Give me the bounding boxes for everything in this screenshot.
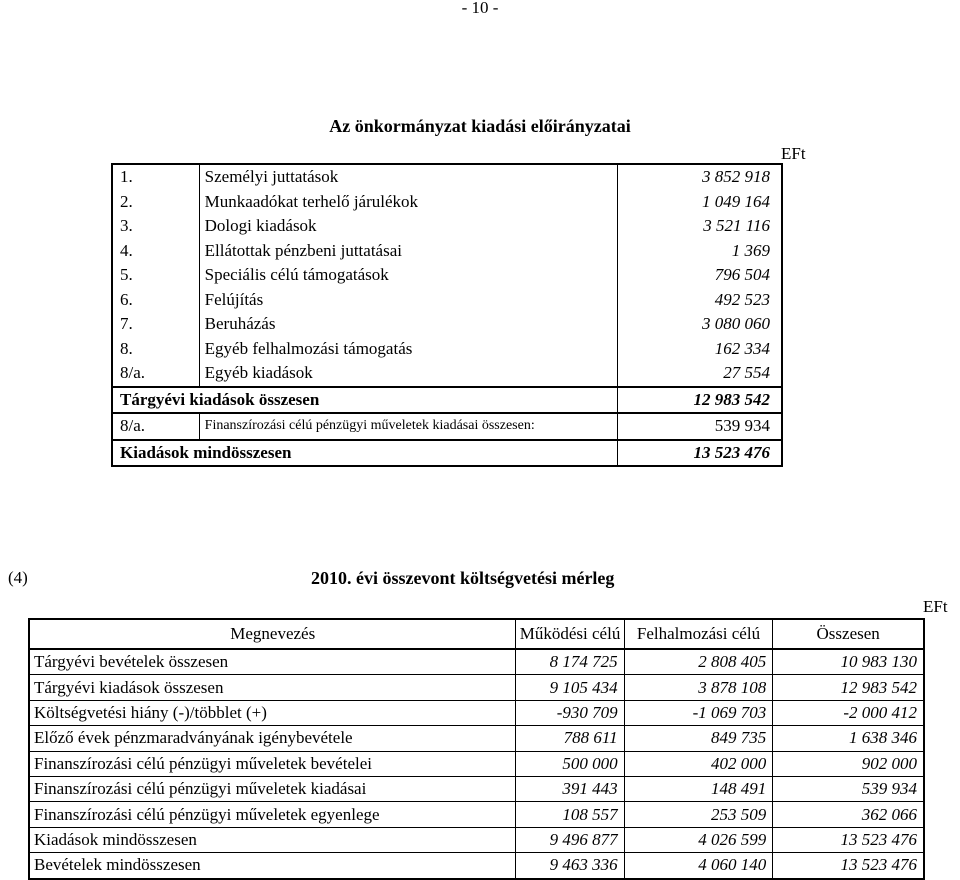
row-name: Személyi juttatások: [199, 164, 617, 190]
financing-number: 8/a.: [120, 416, 146, 436]
balance-capital: 2 808 405: [624, 649, 773, 675]
row-name: Munkaadókat terhelő járulékok: [199, 190, 617, 215]
balance-row: [29, 700, 924, 725]
balance-operating: -930 709: [516, 700, 624, 725]
balance-row: [29, 675, 924, 700]
subtotal-label: Tárgyévi kiadások összesen: [112, 387, 617, 414]
row-value: 1 369: [617, 239, 782, 264]
balance-total: 12 983 542: [773, 675, 924, 700]
expenditure-row: [112, 190, 782, 215]
row-name: Ellátottak pénzbeni juttatásai: [199, 239, 617, 264]
row-number: 7.: [120, 314, 133, 334]
total-value: 13 523 476: [617, 440, 782, 467]
row-number: 5.: [120, 265, 133, 285]
balance-total: 1 638 346: [773, 726, 924, 751]
balance-operating: 788 611: [516, 726, 624, 751]
column-header: Működési célú: [516, 619, 624, 649]
balance-header-row: [29, 619, 924, 649]
row-value: 162 334: [617, 337, 782, 362]
expenditure-row: [112, 288, 782, 313]
balance-operating: 9 105 434: [516, 675, 624, 700]
balance-operating: 391 443: [516, 776, 624, 801]
row-number: 6.: [120, 289, 133, 309]
row-number: 3.: [120, 216, 133, 236]
row-name: Egyéb felhalmozási támogatás: [199, 337, 617, 362]
expenditure-row: [112, 312, 782, 337]
section2-number: (4): [8, 568, 28, 587]
expenditure-table: [111, 163, 783, 467]
section1-unit: EFt: [781, 144, 806, 163]
row-name: Speciális célú támogatások: [199, 263, 617, 288]
balance-capital: 148 491: [624, 776, 773, 801]
balance-capital: 253 509: [624, 802, 773, 827]
expenditure-row: [112, 164, 782, 190]
balance-capital: 3 878 108: [624, 675, 773, 700]
page-number: - 10 -: [461, 0, 499, 17]
balance-total: -2 000 412: [773, 700, 924, 725]
balance-operating: 9 496 877: [516, 827, 624, 852]
row-number: 8/a.: [120, 363, 146, 383]
subtotal-row: [112, 387, 782, 414]
section2-title: 2010. évi összevont költségvetési mérleg: [311, 568, 615, 588]
balance-capital: 4 060 140: [624, 853, 773, 879]
balance-operating: 9 463 336: [516, 853, 624, 879]
balance-operating: 108 557: [516, 802, 624, 827]
balance-row-label: Tárgyévi kiadások összesen: [29, 675, 516, 700]
balance-row: [29, 649, 924, 675]
balance-capital: 402 000: [624, 751, 773, 776]
financing-row: [112, 413, 782, 440]
balance-total: 10 983 130: [773, 649, 924, 675]
row-value: 3 852 918: [617, 164, 782, 190]
balance-capital: 849 735: [624, 726, 773, 751]
balance-total: 13 523 476: [773, 827, 924, 852]
balance-capital: 4 026 599: [624, 827, 773, 852]
row-name: Felújítás: [199, 288, 617, 313]
balance-row: [29, 853, 924, 879]
total-label: Kiadások mindösszesen: [112, 440, 617, 467]
balance-row: [29, 776, 924, 801]
row-value: 27 554: [617, 361, 782, 387]
expenditure-row: [112, 239, 782, 264]
section1-title: Az önkormányzat kiadási előirányzatai: [329, 116, 631, 136]
row-value: 492 523: [617, 288, 782, 313]
expenditure-row: [112, 337, 782, 362]
balance-row-label: Finanszírozási célú pénzügyi műveletek egyenlege: [29, 802, 516, 827]
balance-row: [29, 827, 924, 852]
row-number: 1.: [120, 167, 133, 187]
expenditure-table-body: [112, 164, 782, 466]
balance-total: 362 066: [773, 802, 924, 827]
row-name: Egyéb kiadások: [199, 361, 617, 387]
section2-unit: EFt: [923, 597, 948, 616]
balance-row-label: Bevételek mindösszesen: [29, 853, 516, 879]
balance-row-label: Finanszírozási célú pénzügyi műveletek kiadásai: [29, 776, 516, 801]
row-number: 2.: [120, 191, 133, 211]
row-number: 4.: [120, 240, 133, 260]
row-value: 3 080 060: [617, 312, 782, 337]
column-header: Felhalmozási célú: [624, 619, 773, 649]
balance-total: 539 934: [773, 776, 924, 801]
column-header: Összesen: [773, 619, 924, 649]
total-row: [112, 440, 782, 467]
balance-table-body: [29, 619, 924, 879]
balance-row-label: Előző évek pénzmaradványának igénybevétele: [29, 726, 516, 751]
row-number: 8.: [120, 338, 133, 358]
balance-operating: 8 174 725: [516, 649, 624, 675]
financing-name: Finanszírozási célú pénzügyi műveletek kiadásai összesen:: [199, 413, 617, 440]
financing-value: 539 934: [617, 413, 782, 440]
column-header: Megnevezés: [29, 619, 516, 649]
expenditure-row: [112, 263, 782, 288]
row-value: 3 521 116: [617, 214, 782, 239]
balance-capital: -1 069 703: [624, 700, 773, 725]
balance-row-label: Finanszírozási célú pénzügyi műveletek bevételei: [29, 751, 516, 776]
subtotal-value: 12 983 542: [617, 387, 782, 414]
balance-row: [29, 802, 924, 827]
row-name: Beruházás: [199, 312, 617, 337]
row-value: 796 504: [617, 263, 782, 288]
expenditure-row: [112, 214, 782, 239]
balance-row-label: Költségvetési hiány (-)/többlet (+): [29, 700, 516, 725]
balance-row: [29, 751, 924, 776]
balance-row: [29, 726, 924, 751]
row-name: Dologi kiadások: [199, 214, 617, 239]
balance-row-label: Tárgyévi bevételek összesen: [29, 649, 516, 675]
balance-operating: 500 000: [516, 751, 624, 776]
balance-row-label: Kiadások mindösszesen: [29, 827, 516, 852]
balance-total: 13 523 476: [773, 853, 924, 879]
balance-total: 902 000: [773, 751, 924, 776]
expenditure-row: [112, 361, 782, 387]
row-value: 1 049 164: [617, 190, 782, 215]
balance-table: [28, 618, 925, 880]
